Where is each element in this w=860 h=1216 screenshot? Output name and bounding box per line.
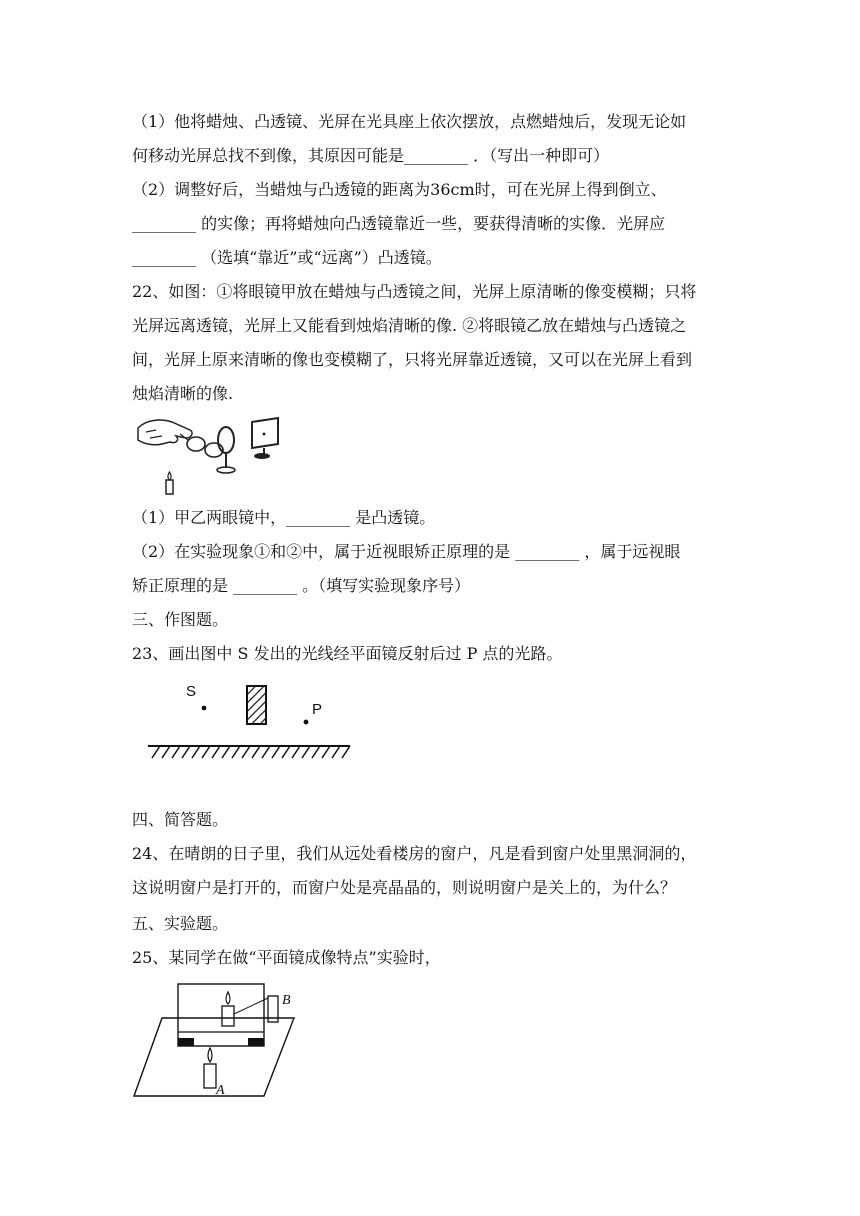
q21-part1-line2: 何移动光屏总找不到像，其原因可能是________ ．（写出一种即可） bbox=[132, 146, 610, 165]
q22-sub2-line2: 矫正原理的是 ________ 。（填写实验现象序号） bbox=[132, 576, 471, 595]
q22-line3: 间，光屏上原来清晰的像也变模糊了，只将光屏靠近透镜，又可以在光屏上看到 bbox=[132, 350, 693, 369]
q24-line2: 这说明窗户是打开的，而窗户处是亮晶晶的，则说明窗户是关上的，为什么？ bbox=[132, 878, 677, 897]
q21-part1-line1: （1）他将蜡烛、凸透镜、光屏在光具座上依次摆放，点燃蜡烛后，发现无论如 bbox=[132, 112, 687, 131]
q23-text: 23、画出图中 S 发出的光线经平面镜反射后过 P 点的光路。 bbox=[132, 644, 563, 663]
q25-text: 25、某同学在做“平面镜成像特点”实验时， bbox=[132, 948, 441, 967]
q24-line1: 24、在晴朗的日子里，我们从远处看楼房的窗户，凡是看到窗户处里黑洞洞的， bbox=[132, 844, 697, 863]
q23-mirror-figure bbox=[144, 678, 356, 768]
point-s-label: S bbox=[186, 683, 197, 700]
q21-part2-line2: ________ 的实像；再将蜡烛向凸透镜靠近一些，要获得清晰的实像．光屏应 bbox=[132, 214, 666, 233]
candle-b-label: B bbox=[282, 993, 291, 1008]
table-plane bbox=[134, 1018, 294, 1096]
q22-line1: 22、如图：①将眼镜甲放在蜡烛与凸透镜之间，光屏上原清晰的像变模糊；只将 bbox=[132, 282, 697, 301]
q22-optics-figure bbox=[132, 414, 282, 500]
point-s-dot bbox=[202, 706, 207, 711]
q22-sub1: （1）甲乙两眼镜中，________ 是凸透镜。 bbox=[132, 508, 436, 527]
section-5-heading: 五、实验题。 bbox=[132, 914, 229, 933]
section-4-heading: 四、简答题。 bbox=[132, 810, 229, 829]
glasses-icon bbox=[187, 437, 205, 451]
glass-plate bbox=[178, 984, 264, 1046]
q21-part2-line1: （2）调整好后，当蜡烛与凸透镜的距离为36cm时，可在光屏上得到倒立、 bbox=[132, 180, 667, 199]
q22-line2: 光屏远离透镜，光屏上又能看到烛焰清晰的像. ②将眼镜乙放在蜡烛与凸透镜之 bbox=[132, 316, 687, 335]
candle-a-label: A bbox=[216, 1083, 225, 1098]
convex-lens-icon bbox=[218, 427, 234, 453]
q21-part2-line3: ________ （选填“靠近”或“远离”）凸透镜。 bbox=[132, 248, 442, 267]
q25-plane-mirror-figure bbox=[132, 980, 302, 1104]
point-p-label: P bbox=[312, 701, 323, 718]
q22-sub2-line1: （2）在实验现象①和②中，属于近视眼矫正原理的是 ________ ，属于远视眼 bbox=[132, 542, 681, 561]
candle-image bbox=[222, 1006, 234, 1026]
plane-mirror bbox=[247, 686, 266, 724]
q22-line4: 烛焰清晰的像. bbox=[132, 384, 234, 403]
candle-icon bbox=[166, 480, 173, 494]
point-p-dot bbox=[304, 720, 309, 725]
candle-a bbox=[204, 1064, 216, 1088]
section-3-heading: 三、作图题。 bbox=[132, 610, 229, 629]
